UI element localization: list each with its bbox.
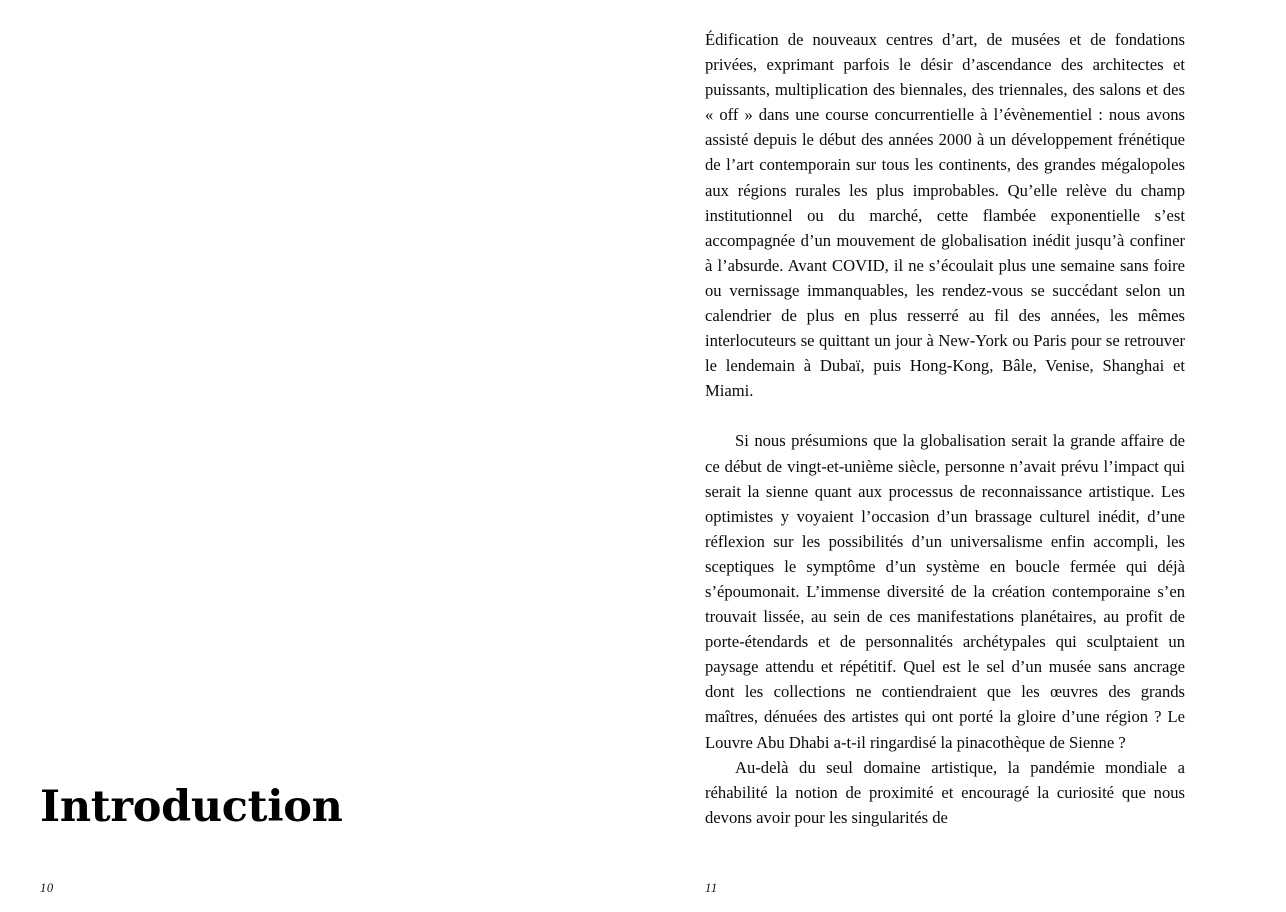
page-title: Introduction <box>40 782 343 833</box>
paragraph: Au-delà du seul domaine artistique, la pandémie mondiale a réhabilité la notion de proximité et encouragé la curiosité que nous devons avoir pour les singularités de <box>705 757 1185 827</box>
page-number-right: 11 <box>705 881 718 895</box>
page-number-left: 10 <box>40 881 54 895</box>
paragraph: Édification de nouveaux centres d’art, de musées et de fondations privées, exprimant parfois le désir d’ascendance des architectes et puissants, multiplication des biennales, des triennales, des salons et des « off » dans une course concurrentielle à l’évènementiel : nous avons assisté depuis le début des années 2000 à un développement frénétique de l’art contemporain sur tous les continents, des grandes mégalopoles aux régions rurales les plus improbables. Qu’elle relève du champ institutionnel ou du marché, cette flambée exponentielle s’est accompagnée d’un mouvement de globalisation inédit jusqu’à confiner à l’absurde. Avant COVID, il ne s’écoulait plus une semaine sans foire ou vernissage immanquables, les rendez-vous se succédant selon un calendrier de plus en plus resserré au fil des années, les mêmes interlocuteurs se quittant un jour à New-York ou Paris pour se retrouver le lendemain à Dubaï, puis Hong-Kong, Bâle, Venise, Shanghai et Miami. <box>705 30 1185 401</box>
body-text <box>705 27 1185 830</box>
paragraph: Si nous présumions que la globalisation serait la grande affaire de ce début de vingt-et-unième siècle, personne n’avait prévu l’impact qui serait la sienne quant aux processus de reconnaissance artistique. Les optimistes y voyaient l’occasion d’un brassage culturel inédit, d’une réflexion sur les possibilités d’un universalisme enfin accompli, les sceptiques le symptôme d’un système en boucle fermée qui déjà s’époumonait. L’immense diversité de la création contemporaine s’en trouvait lissée, au sein de ces manifestations planétaires, au profit de porte-étendards et de personnalités archétypales qui sculptaient un paysage attendu et répétitif. Quel est le sel d’un musée sans ancrage dont les collections ne contiendraient que les œuvres des grands maîtres, dénuées des artistes qui ont porté la gloire d’une région ? Le Louvre Abu Dhabi a-t-il ringardisé la pinacothèque de Sienne ? <box>705 431 1185 752</box>
page-right <box>643 0 1286 912</box>
